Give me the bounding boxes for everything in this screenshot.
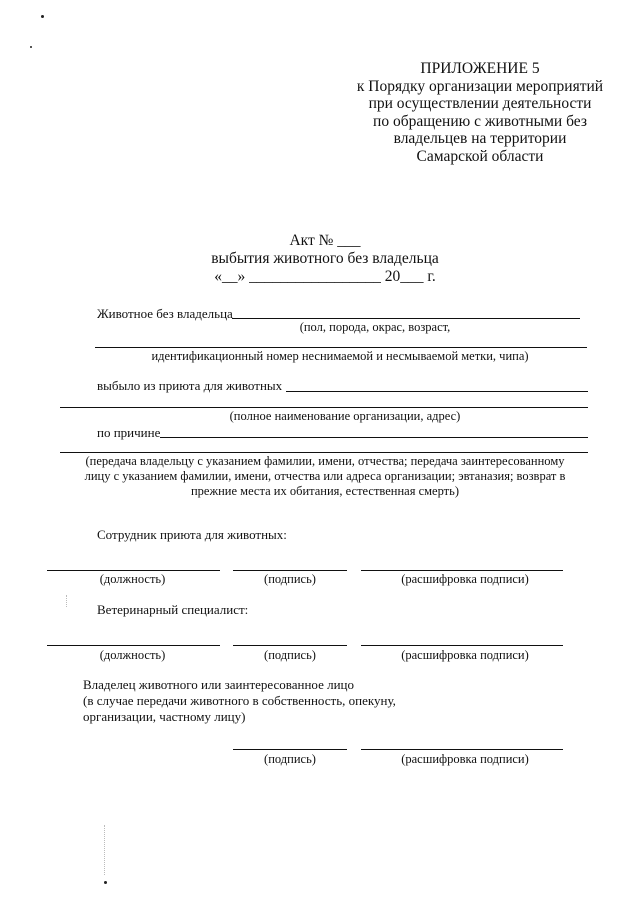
- appendix-title: ПРИЛОЖЕНИЕ 5: [420, 60, 540, 77]
- signature-hint: (подпись): [264, 752, 316, 766]
- scan-artifact: [66, 595, 67, 607]
- reason-hint-line: лицу с указанием фамилии, имени, отчества или адреса организации; эвтаназия; возврат в: [84, 469, 566, 483]
- act-subtitle: выбытия животного без владельца: [211, 250, 439, 267]
- reason-hint-line: (передача владельцу с указанием фамилии, имени, отчества; передача заинтересованному: [85, 454, 565, 468]
- appendix-header: [330, 60, 630, 165]
- animal-hint: (пол, порода, окрас, возраст,: [299, 320, 451, 334]
- scan-speck: [104, 881, 107, 884]
- appendix-line: при осуществлении деятельности: [368, 95, 592, 112]
- decoding-hint: (расшифровка подписи): [401, 752, 529, 766]
- employee-position-line[interactable]: [47, 570, 220, 571]
- position-hint: (должность): [99, 572, 166, 586]
- signature-hint: (подпись): [264, 572, 316, 586]
- reason-label: по причине: [97, 425, 161, 440]
- employee-signature-line[interactable]: [233, 570, 347, 571]
- left-shelter-field-line[interactable]: [286, 391, 588, 392]
- act-date-line: «__» _________________ 20___ г.: [214, 268, 436, 285]
- owner-label-line: Владелец животного или заинтересованное лицо: [83, 677, 355, 692]
- owner-label: [83, 677, 396, 725]
- reason-field-line[interactable]: [160, 437, 588, 438]
- owner-signature-line[interactable]: [233, 749, 347, 750]
- animal-field-line[interactable]: [232, 318, 580, 319]
- decoding-hint: (расшифровка подписи): [401, 648, 529, 662]
- appendix-line: владельцев на территории: [393, 130, 567, 147]
- position-hint: (должность): [99, 648, 166, 662]
- shelter-employee-label: Сотрудник приюта для животных:: [97, 527, 287, 542]
- decoding-hint: (расшифровка подписи): [401, 572, 529, 586]
- scan-speck: [41, 15, 44, 18]
- reason-hint: [60, 454, 590, 499]
- organization-hint: (полное наименование организации, адрес): [229, 409, 461, 423]
- reason-hint-line: прежние места их обитания, естественная смерть): [190, 484, 460, 498]
- signature-hint: (подпись): [264, 648, 316, 662]
- owner-decoding-line[interactable]: [361, 749, 563, 750]
- scan-artifact: [104, 825, 105, 875]
- vet-signature-line[interactable]: [233, 645, 347, 646]
- appendix-line: к Порядку организации мероприятий: [356, 77, 604, 95]
- animal-id-field-line[interactable]: [95, 347, 587, 348]
- employee-decoding-line[interactable]: [361, 570, 563, 571]
- vet-decoding-line[interactable]: [361, 645, 563, 646]
- vet-label: Ветеринарный специалист:: [97, 602, 249, 617]
- left-shelter-label: выбыло из приюта для животных: [97, 378, 283, 393]
- reason-field-line-2[interactable]: [60, 452, 588, 453]
- act-title: Акт № ___: [289, 232, 361, 249]
- animal-label: Животное без владельца: [97, 306, 233, 321]
- owner-label-line: (в случае передачи животного в собственность, опекуну,: [83, 693, 396, 708]
- organization-field-line[interactable]: [60, 407, 588, 408]
- appendix-line: Самарской области: [416, 147, 544, 165]
- id-hint: идентификационный номер неснимаемой и несмываемой метки, чипа): [151, 349, 529, 363]
- vet-position-line[interactable]: [47, 645, 220, 646]
- owner-label-line: организации, частному лицу): [83, 709, 246, 724]
- appendix-line: по обращению с животными без: [373, 112, 587, 130]
- scan-speck: [30, 46, 32, 48]
